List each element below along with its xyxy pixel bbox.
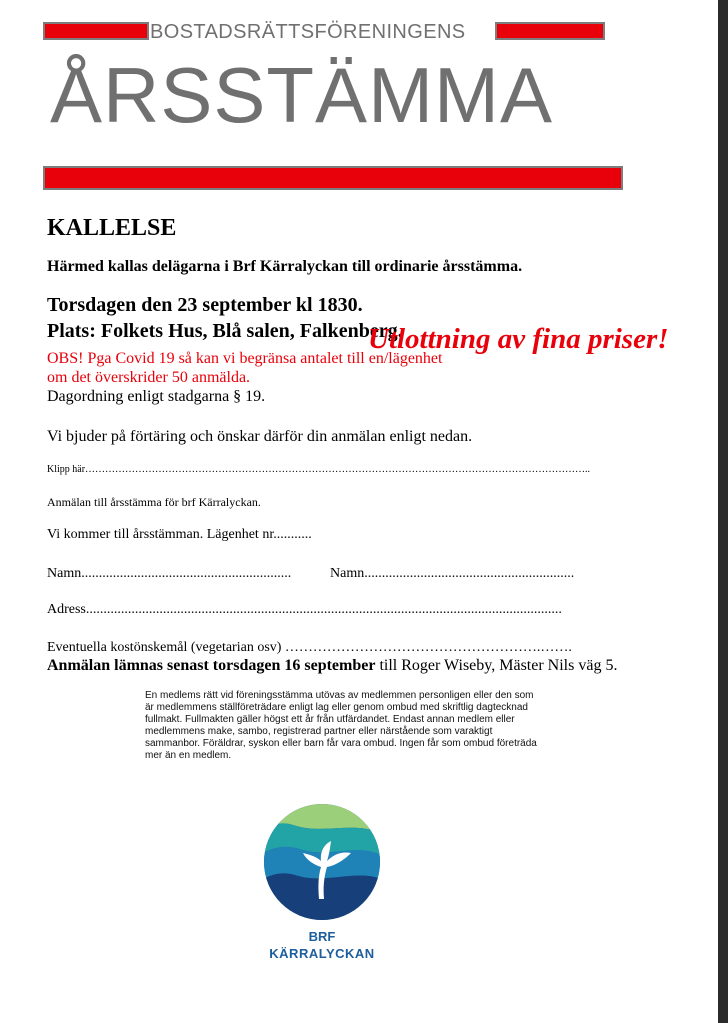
notice-heading: KALLELSE (47, 215, 177, 241)
name-field-2: Namn............................................................ (330, 566, 575, 581)
notice-intro: Härmed kallas delägarna i Brf Kärralyckan till ordinarie årsstämma. (47, 258, 523, 275)
legal-line: mer än en medlem. (145, 750, 232, 761)
registration-heading: Anmälan till årsstämma för brf Kärralyckan. (47, 495, 261, 509)
name-field-1: Namn............................................................ (47, 566, 292, 581)
cut-line: Klipp här…………………………………………………………………………………………………………………………………….. (47, 464, 591, 475)
viewer-edge (718, 0, 728, 1023)
meeting-date: Torsdagen den 23 september kl 1830. (47, 294, 363, 316)
invite-text: Vi bjuder på förtäring och önskar därför din anmälan enligt nedan. (47, 428, 473, 445)
legal-text (145, 690, 595, 762)
header-red-bar-bottom (43, 166, 623, 190)
header-red-bar-left (43, 22, 149, 40)
legal-line: är medlemmens ställföreträdare enligt lag eller genom ombud med skriftlig dagtecknad (145, 702, 528, 713)
brand-name-line1: BRF (308, 929, 336, 944)
meeting-place: Plats: Folkets Hus, Blå salen, Falkenberg. (47, 320, 403, 342)
legal-line: sammanbor. Föräldrar, syskon eller barn får vara ombud. Ingen får som ombud företräda (145, 738, 537, 749)
legal-line: fullmakt. Fullmakten gäller högst ett år från utfärdandet. Endast annan medlem eller (145, 714, 515, 725)
header-subtitle: BOSTADSRÄTTSFÖRENINGENS (150, 21, 466, 43)
header-red-bar-right (495, 22, 605, 40)
page-title: ÅRSSTÄMMA (50, 51, 554, 139)
brf-logo-icon (263, 803, 381, 921)
promo-text: Utlottning av fina priser! (368, 323, 669, 355)
covid-notice-line1: OBS! Pga Covid 19 så kan vi begränsa antalet till en/lägenhet (47, 350, 443, 367)
brand-name-line2: KÄRRALYCKAN (269, 946, 375, 961)
deadline-bold: Anmälan lämnas senast torsdagen 16 september (47, 657, 376, 674)
legal-line: medlemmens make, sambo, registrerad partner eller närstående som varaktigt (145, 726, 493, 737)
diet-field: Eventuella kostönskemål (vegetarian osv) ……………………………………………….……. (47, 640, 572, 655)
apartment-field: Vi kommer till årsstämman. Lägenhet nr........... (47, 527, 312, 542)
agenda-text: Dagordning enligt stadgarna § 19. (47, 388, 266, 405)
legal-line: En medlems rätt vid föreningsstämma utövas av medlemmen personligen eller den som (145, 690, 534, 701)
deadline-text (47, 657, 617, 675)
address-field: Adress........................................................................................................................................ (47, 602, 562, 617)
deadline-rest: till Roger Wiseby, Mäster Nils väg 5. (375, 657, 618, 674)
covid-notice-line2: om det överskrider 50 anmälda. (47, 369, 251, 386)
